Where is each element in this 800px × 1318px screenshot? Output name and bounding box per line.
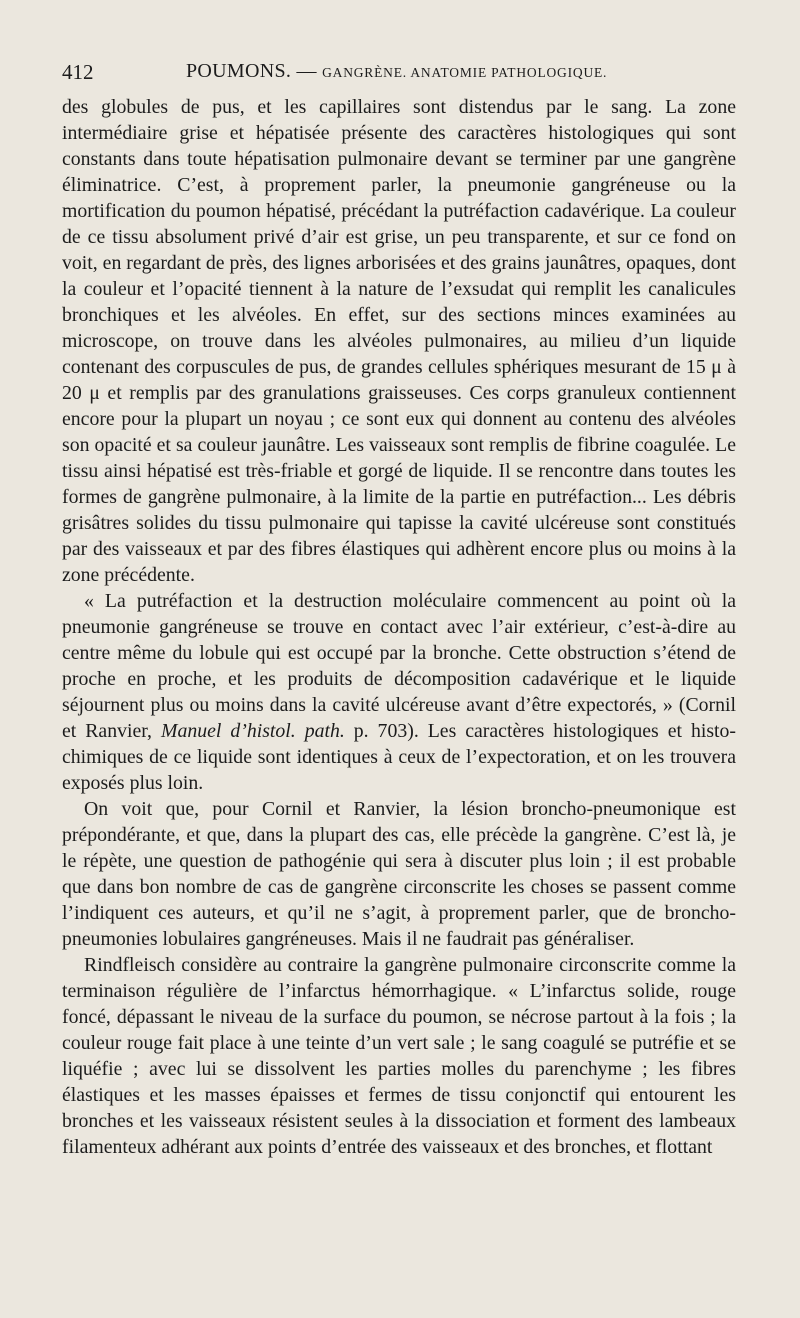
- paragraph-3: On voit que, pour Cornil et Ranvier, la lésion broncho-pneumonique est prépondérante, et que, dans la plupart des cas, elle précède la gangrène. C’est là, je le répète, une question de pathogénie qui sera à discuter plus loin ; il est probable que dans bon nombre de cas de gangrène circonscrite les choses se passent comme l’indiquent ces auteurs, et qu’il ne s’agit, à proprement parler, que de broncho-pneumonies lobulaires gangréneuses. Mais il ne faudrait pas généraliser.: [62, 798, 736, 950]
- paragraph-2-text-a: « La putréfaction et la destruction moléculaire commencent au point où la pneumonie gangréneuse se trouve en contact avec l’air extérieur, c’est-à-dire au centre même du lobule qui est occupé par la bronche. Cette obstruction s’étend de proche en proche, et les produits de décomposition cadavérique et le liquide séjournent plus ou moins dans la cavité ulcéreuse avant d’être expectorés, » (Cornil et Ranvier,: [62, 590, 736, 742]
- paragraph-4: Rindfleisch considère au contraire la gangrène pulmonaire circonscrite comme la terminaison régulière de l’infarctus hémorrhagique. « L’infarctus solide, rouge foncé, dépassant le niveau de la surface du poumon, se nécrose partout à la fois ; la couleur rouge fait place à une teinte d’un vert sale ; le sang coagulé se putréfie et se liquéfie ; avec lui se dissolvent les parties molles du parenchyme ; les fibres élastiques et les masses épaisses et fermes de tissu conjonctif qui entourent les bronches et les vaisseaux résistent seules à la dissociation et forment des lambeaux filamenteux adhérant aux points d’entrée des vaisseaux et des bronches, et flottant: [62, 954, 736, 1158]
- paragraph-1: des globules de pus, et les capillaires sont distendus par le sang. La zone intermédiaire grise et hépatisée présente des caractères histologiques qui sont constants dans toute hépatisation pulmonaire devant se terminer par une gangrène éliminatrice. C’est, à proprement parler, la pneumonie gangréneuse ou la mortification du poumon hépatisé, précédant la putréfaction cadavérique. La couleur de ce tissu absolument privé d’air est grise, un peu transparente, et sur ce fond on voit, en regardant de près, des lignes arborisées et des grains jaunâtres, opaques, dont la couleur et l’opacité tiennent à la nature de l’exsudat qui remplit les canalicules bronchiques et les alvéoles. En effet, sur des sections minces examinées au microscope, on trouve dans les alvéoles pulmonaires, au milieu d’un liquide contenant des corpuscules de pus, de grandes cellules sphériques mesurant de 15 μ à 20 μ et remplis par des granulations graisseuses. Ces corps granuleux contiennent encore pour la plupart un noyau ; ce sont eux qui donnent au contenu des alvéoles son opacité et sa couleur jaunâtre. Les vaisseaux sont remplis de fibrine coagulée. Le tissu ainsi hépatisé est très-friable et gorgé de liquide. Il se rencontre dans toutes les formes de gangrène pulmonaire, à la limite de la partie en putréfaction... Les débris grisâtres solides du tissu pulmonaire qui tapisse la cavité ulcéreuse sont constitués par des vaisseaux et par des fibres élastiques qui adhèrent encore plus ou moins à la zone précédente.: [62, 96, 737, 586]
- paragraph-2-text-b: p. 703). Les caractères histologiques et histo-chimiques de ce liquide sont identiques à ceux de l’expectoration, et on les trouvera exposés plus loin.: [62, 720, 736, 794]
- running-head-main: POUMONS.: [186, 60, 292, 82]
- body-text: [62, 94, 736, 1160]
- page-number: 412: [62, 60, 94, 84]
- page-header: [62, 56, 738, 90]
- running-head: [186, 60, 607, 83]
- paragraph-2-citation: Manuel d’histol. path.: [160, 720, 345, 742]
- running-head-separator: —: [291, 60, 323, 82]
- running-head-sub: GANGRÈNE. ANATOMIE PATHOLOGIQUE.: [322, 65, 608, 80]
- paragraph-2: [62, 588, 736, 796]
